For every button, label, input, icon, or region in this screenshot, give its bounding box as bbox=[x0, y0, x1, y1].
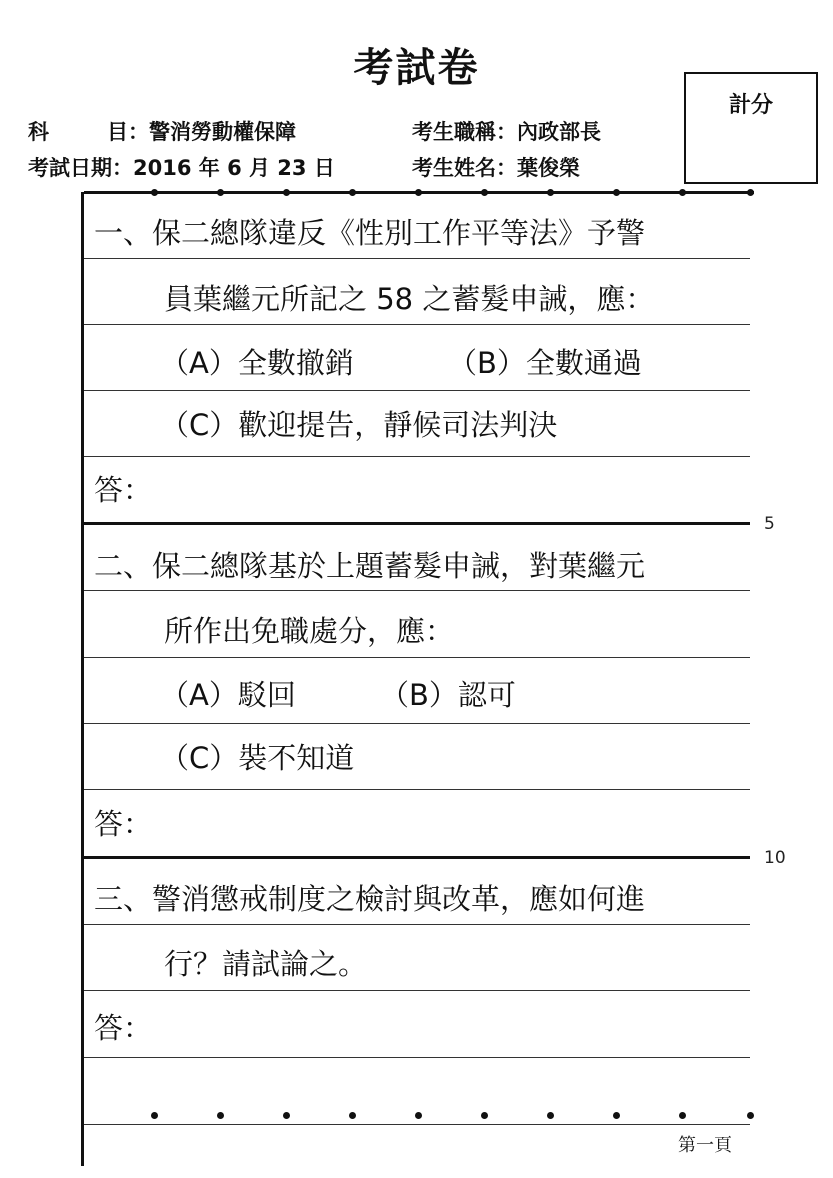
page-number: 第一頁 bbox=[678, 1135, 732, 1156]
bottom-dot bbox=[613, 1112, 620, 1119]
bottom-dot bbox=[547, 1112, 554, 1119]
score-label: 計分 bbox=[728, 93, 773, 118]
top-dot bbox=[547, 189, 554, 196]
question-3-answer-label: 答： bbox=[94, 1011, 153, 1045]
rule-line bbox=[84, 590, 750, 591]
top-dot bbox=[481, 189, 488, 196]
question-1-line-1: 一、保二總隊違反《性別工作平等法》予警 bbox=[94, 216, 646, 250]
bottom-dot bbox=[151, 1112, 158, 1119]
subject-field bbox=[28, 116, 296, 146]
bottom-dot bbox=[415, 1112, 422, 1119]
top-dot bbox=[415, 189, 422, 196]
bottom-dot bbox=[217, 1112, 224, 1119]
rule-line bbox=[84, 924, 750, 925]
bottom-dot bbox=[481, 1112, 488, 1119]
subject-value: 目：警消勞動權保障 bbox=[107, 120, 296, 144]
top-dot bbox=[151, 189, 158, 196]
top-dot bbox=[679, 189, 686, 196]
question-1-option-a: （A）全數撤銷 bbox=[160, 346, 354, 380]
question-2-line-2: 所作出免職處分，應： bbox=[164, 614, 455, 648]
rule-line bbox=[84, 258, 750, 259]
exam-date-field: 考試日期：2016 年 6 月 23 日 bbox=[28, 156, 335, 180]
question-1-line-2: 員葉繼元所記之 58 之蓄髮申誡，應： bbox=[164, 282, 655, 316]
question-2-option-b: （B）認可 bbox=[380, 678, 516, 712]
exam-title: 考試卷 bbox=[353, 45, 480, 91]
top-dot bbox=[217, 189, 224, 196]
section-rule bbox=[84, 856, 750, 859]
bottom-dot bbox=[747, 1112, 754, 1119]
rule-line bbox=[84, 390, 750, 391]
question-1-answer-label: 答： bbox=[94, 473, 153, 507]
bottom-dot bbox=[679, 1112, 686, 1119]
line-number: 5 bbox=[764, 514, 775, 534]
question-2-answer-label: 答： bbox=[94, 807, 153, 841]
candidate-title-field: 考生職稱：內政部長 bbox=[412, 120, 601, 144]
question-3-line-1: 三、警消懲戒制度之檢討與改革，應如何進 bbox=[94, 882, 646, 916]
section-rule bbox=[84, 522, 750, 525]
rule-line bbox=[84, 990, 750, 991]
question-2-option-c: （C）裝不知道 bbox=[160, 741, 355, 775]
candidate-name-field: 考生姓名：葉俊榮 bbox=[412, 156, 580, 180]
bottom-dot bbox=[349, 1112, 356, 1119]
top-dot bbox=[349, 189, 356, 196]
rule-line bbox=[84, 789, 750, 790]
question-3-line-2: 行？請試論之。 bbox=[164, 947, 368, 981]
top-dot bbox=[747, 189, 754, 196]
top-dot bbox=[283, 189, 290, 196]
rule-line bbox=[84, 723, 750, 724]
question-1-option-b: （B）全數通過 bbox=[448, 346, 642, 380]
bottom-dot bbox=[283, 1112, 290, 1119]
question-2-line-1: 二、保二總隊基於上題蓄髮申誡，對葉繼元 bbox=[94, 549, 646, 583]
left-margin-line bbox=[81, 192, 84, 1166]
rule-line bbox=[84, 1057, 750, 1058]
rule-line bbox=[84, 324, 750, 325]
rule-line bbox=[84, 657, 750, 658]
rule-line bbox=[84, 1124, 750, 1125]
line-number: 10 bbox=[764, 848, 786, 868]
top-dot bbox=[613, 189, 620, 196]
question-2-option-a: （A）駁回 bbox=[160, 678, 296, 712]
rule-line bbox=[84, 456, 750, 457]
subject-label-a: 科 bbox=[28, 120, 49, 144]
question-1-option-c: （C）歡迎提告，靜候司法判決 bbox=[160, 408, 558, 442]
score-box bbox=[684, 72, 818, 184]
